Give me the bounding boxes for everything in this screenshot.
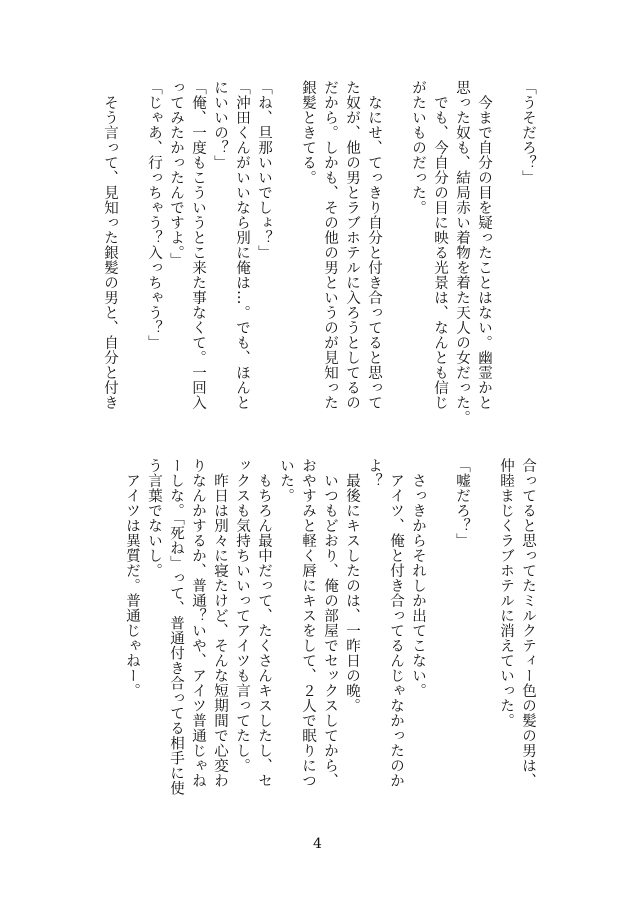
paragraph-gap — [121, 80, 143, 425]
text-line: よ？ — [366, 458, 382, 488]
text-line: さっきからそれしか出てこない。 — [410, 472, 426, 698]
text-line: ックスも気持ちいいってアイツも言ってたし。 — [234, 458, 250, 773]
text-line: 「うそだろ？」 — [520, 80, 536, 185]
page-number: 4 — [313, 836, 322, 852]
paragraph-gap — [275, 80, 297, 425]
text-line: なにせ、てっきり自分と付き合ってると思って — [366, 94, 382, 410]
text-line: そう言って、見知った銀髪の男と、自分と付き — [102, 94, 118, 410]
text-line: もちろん最中だって、たくさんキスしたし、セ — [256, 472, 272, 788]
text-line: アイツは異質だ。普通じゃねー。 — [124, 472, 140, 698]
text-line: おやすみと軽く唇にキスをして、２人で眠りにつ — [300, 458, 316, 788]
text-line: りなんかするか、普通？いや、アイツ普通じゃね — [190, 458, 206, 788]
text-line: 「俺、一度もこういうとこ来た事なくて。一回入 — [190, 80, 206, 410]
text-line: でも、今自分の目に映る光景は、なんとも信じ — [432, 94, 448, 410]
text-line: がたいものだった。 — [410, 80, 426, 215]
text-line: 「じゃあ、行っちゃう？入っちゃう？」 — [146, 80, 162, 350]
text-line: 思った奴も、結局赤い着物を着た天人の女だった。 — [454, 80, 470, 425]
text-line: 「嘘だろ？」 — [454, 458, 470, 548]
text-line: 「沖田くんがいいなら別に俺は…。でも、ほんと — [234, 80, 250, 410]
text-line: ーしな。「死ね」って、普通付き合ってる相手に使 — [168, 458, 184, 796]
text-line: 最後にキスしたのは、一昨日の晩。 — [344, 472, 360, 713]
text-line: ってみたかったんですよ。」 — [168, 80, 184, 268]
text-line: にいいの？」 — [212, 80, 228, 170]
paragraph-gap — [429, 458, 451, 803]
bottom-text-column-block — [94, 458, 539, 803]
top-text-column-block — [89, 80, 539, 425]
text-line: アイツ、俺と付き合ってるんじゃなかったのか — [388, 472, 404, 788]
text-line: 今まで自分の目を疑ったことはない。幽霊かと — [476, 94, 492, 410]
text-line: いつもどおり、俺の部屋でセックスしてから、 — [322, 472, 338, 788]
paragraph-gap — [473, 458, 495, 803]
paragraph-gap — [495, 80, 517, 425]
text-line: う言葉でないし。 — [146, 458, 162, 578]
text-line: いた。 — [278, 458, 294, 503]
text-line: 「ね、旦那いいでしょ？」 — [256, 80, 272, 260]
text-line: た奴が、他の男とラブホテルに入ろうとしてるの — [344, 80, 360, 410]
text-line: 仲睦まじくラブホテルに消えていった。 — [498, 458, 514, 728]
paragraph-gap — [385, 80, 407, 425]
text-line: 昨日は別々に寝たけど、そんな短期間で心変わ — [212, 472, 228, 788]
text-line: だから。しかも、その他の男というのが見知った — [322, 80, 338, 410]
text-line: 合ってると思ってたミルクティー色の髪の男は、 — [520, 458, 536, 788]
text-line: 銀髪ときてる。 — [300, 80, 316, 185]
